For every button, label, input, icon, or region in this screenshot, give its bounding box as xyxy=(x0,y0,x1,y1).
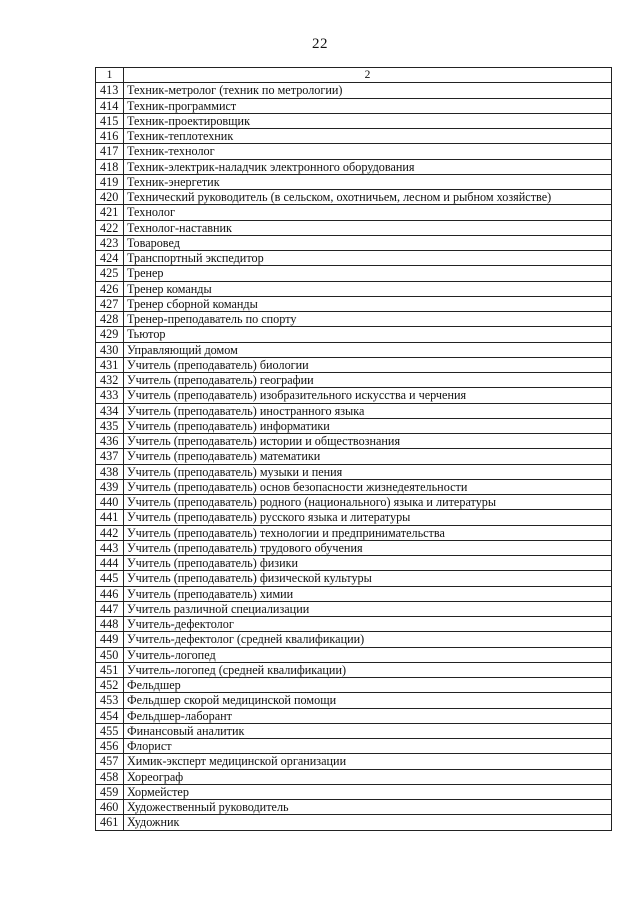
profession-name: Техник-энергетик xyxy=(124,174,612,189)
table-row xyxy=(96,388,612,403)
profession-name: Техник-теплотехник xyxy=(124,129,612,144)
row-number: 425 xyxy=(96,266,124,281)
profession-name: Финансовый аналитик xyxy=(124,723,612,738)
row-number: 423 xyxy=(96,235,124,250)
row-number: 449 xyxy=(96,632,124,647)
profession-name: Тренер команды xyxy=(124,281,612,296)
row-number: 428 xyxy=(96,312,124,327)
profession-name: Художественный руководитель xyxy=(124,800,612,815)
table-row xyxy=(96,617,612,632)
row-number: 440 xyxy=(96,495,124,510)
table-row xyxy=(96,464,612,479)
row-number: 418 xyxy=(96,159,124,174)
row-number: 431 xyxy=(96,357,124,372)
table-row xyxy=(96,205,612,220)
table-row xyxy=(96,586,612,601)
table-row xyxy=(96,662,612,677)
table-row xyxy=(96,327,612,342)
row-number: 433 xyxy=(96,388,124,403)
profession-name: Хореограф xyxy=(124,769,612,784)
profession-name: Учитель (преподаватель) информатики xyxy=(124,418,612,433)
profession-name: Тренер сборной команды xyxy=(124,296,612,311)
profession-name: Хормейстер xyxy=(124,784,612,799)
profession-name: Флорист xyxy=(124,739,612,754)
row-number: 460 xyxy=(96,800,124,815)
row-number: 451 xyxy=(96,662,124,677)
profession-name: Техник-технолог xyxy=(124,144,612,159)
profession-name: Техник-метролог (техник по метрологии) xyxy=(124,83,612,98)
profession-name: Учитель (преподаватель) физики xyxy=(124,556,612,571)
profession-name: Техник-электрик-наладчик электронного оборудования xyxy=(124,159,612,174)
table-row xyxy=(96,434,612,449)
table-row xyxy=(96,98,612,113)
header-col-1: 1 xyxy=(96,68,124,83)
table-row xyxy=(96,556,612,571)
profession-name: Учитель-дефектолог (средней квалификации) xyxy=(124,632,612,647)
profession-name: Художник xyxy=(124,815,612,830)
table-row xyxy=(96,739,612,754)
profession-name: Учитель (преподаватель) химии xyxy=(124,586,612,601)
row-number: 443 xyxy=(96,540,124,555)
row-number: 416 xyxy=(96,129,124,144)
row-number: 457 xyxy=(96,754,124,769)
table-row xyxy=(96,357,612,372)
profession-name: Учитель (преподаватель) изобразительного искусства и черчения xyxy=(124,388,612,403)
table-row xyxy=(96,693,612,708)
row-number: 438 xyxy=(96,464,124,479)
table-row xyxy=(96,296,612,311)
table-row xyxy=(96,113,612,128)
profession-name: Управляющий домом xyxy=(124,342,612,357)
row-number: 420 xyxy=(96,190,124,205)
table-row xyxy=(96,632,612,647)
row-number: 459 xyxy=(96,784,124,799)
table-row xyxy=(96,159,612,174)
row-number: 417 xyxy=(96,144,124,159)
profession-name: Учитель (преподаватель) трудового обучения xyxy=(124,540,612,555)
table-row xyxy=(96,601,612,616)
row-number: 414 xyxy=(96,98,124,113)
table-row xyxy=(96,418,612,433)
row-number: 458 xyxy=(96,769,124,784)
row-number: 444 xyxy=(96,556,124,571)
table-row xyxy=(96,312,612,327)
table-row xyxy=(96,647,612,662)
profession-name: Фельдшер xyxy=(124,678,612,693)
row-number: 413 xyxy=(96,83,124,98)
table-row xyxy=(96,373,612,388)
row-number: 455 xyxy=(96,723,124,738)
row-number: 448 xyxy=(96,617,124,632)
row-number: 447 xyxy=(96,601,124,616)
row-number: 422 xyxy=(96,220,124,235)
table-body xyxy=(96,68,612,831)
row-number: 450 xyxy=(96,647,124,662)
row-number: 452 xyxy=(96,678,124,693)
row-number: 435 xyxy=(96,418,124,433)
table-row xyxy=(96,220,612,235)
profession-name: Учитель (преподаватель) математики xyxy=(124,449,612,464)
table-row xyxy=(96,190,612,205)
row-number: 432 xyxy=(96,373,124,388)
row-number: 436 xyxy=(96,434,124,449)
table-row xyxy=(96,678,612,693)
table-row xyxy=(96,174,612,189)
table-row xyxy=(96,784,612,799)
table-row xyxy=(96,571,612,586)
row-number: 426 xyxy=(96,281,124,296)
table-row xyxy=(96,129,612,144)
profession-name: Технолог xyxy=(124,205,612,220)
profession-name: Учитель (преподаватель) истории и обществознания xyxy=(124,434,612,449)
header-col-2: 2 xyxy=(124,68,612,83)
row-number: 421 xyxy=(96,205,124,220)
row-number: 441 xyxy=(96,510,124,525)
profession-name: Учитель (преподаватель) биологии xyxy=(124,357,612,372)
profession-name: Техник-программист xyxy=(124,98,612,113)
table-row xyxy=(96,281,612,296)
table-row xyxy=(96,251,612,266)
row-number: 429 xyxy=(96,327,124,342)
profession-name: Учитель (преподаватель) иностранного языка xyxy=(124,403,612,418)
row-number: 456 xyxy=(96,739,124,754)
row-number: 439 xyxy=(96,479,124,494)
table-row xyxy=(96,769,612,784)
row-number: 445 xyxy=(96,571,124,586)
profession-name: Фельдшер скорой медицинской помощи xyxy=(124,693,612,708)
profession-name: Учитель-логопед xyxy=(124,647,612,662)
row-number: 424 xyxy=(96,251,124,266)
row-number: 442 xyxy=(96,525,124,540)
row-number: 434 xyxy=(96,403,124,418)
profession-name: Транспортный экспедитор xyxy=(124,251,612,266)
row-number: 419 xyxy=(96,174,124,189)
profession-name: Тьютор xyxy=(124,327,612,342)
page-number: 22 xyxy=(312,36,328,52)
row-number: 430 xyxy=(96,342,124,357)
row-number: 446 xyxy=(96,586,124,601)
profession-name: Учитель различной специализации xyxy=(124,601,612,616)
profession-name: Учитель-логопед (средней квалификации) xyxy=(124,662,612,677)
profession-name: Учитель (преподаватель) родного (национального) языка и литературы xyxy=(124,495,612,510)
profession-name: Фельдшер-лаборант xyxy=(124,708,612,723)
profession-table xyxy=(95,67,612,831)
profession-name: Учитель (преподаватель) технологии и предпринимательства xyxy=(124,525,612,540)
profession-name: Технический руководитель (в сельском, охотничьем, лесном и рыбном хозяйстве) xyxy=(124,190,612,205)
table-row xyxy=(96,723,612,738)
table-row xyxy=(96,235,612,250)
table-row xyxy=(96,708,612,723)
table-row xyxy=(96,540,612,555)
profession-name: Тренер-преподаватель по спорту xyxy=(124,312,612,327)
profession-name: Учитель (преподаватель) русского языка и литературы xyxy=(124,510,612,525)
table-row xyxy=(96,479,612,494)
table-row xyxy=(96,449,612,464)
row-number: 437 xyxy=(96,449,124,464)
table-row xyxy=(96,144,612,159)
profession-name: Химик-эксперт медицинской организации xyxy=(124,754,612,769)
row-number: 427 xyxy=(96,296,124,311)
table-header-row xyxy=(96,68,612,83)
table-row xyxy=(96,342,612,357)
profession-name: Техник-проектировщик xyxy=(124,113,612,128)
profession-name: Учитель (преподаватель) географии xyxy=(124,373,612,388)
table-row xyxy=(96,83,612,98)
row-number: 453 xyxy=(96,693,124,708)
profession-name: Тренер xyxy=(124,266,612,281)
profession-name: Учитель (преподаватель) музыки и пения xyxy=(124,464,612,479)
profession-name: Товаровед xyxy=(124,235,612,250)
profession-name: Учитель (преподаватель) основ безопасности жизнедеятельности xyxy=(124,479,612,494)
row-number: 461 xyxy=(96,815,124,830)
row-number: 454 xyxy=(96,708,124,723)
table-row xyxy=(96,754,612,769)
table-row xyxy=(96,815,612,830)
row-number: 415 xyxy=(96,113,124,128)
table-row xyxy=(96,495,612,510)
profession-name: Учитель-дефектолог xyxy=(124,617,612,632)
table-row xyxy=(96,510,612,525)
table-row xyxy=(96,266,612,281)
table-row xyxy=(96,525,612,540)
profession-name: Технолог-наставник xyxy=(124,220,612,235)
table-row xyxy=(96,403,612,418)
table-row xyxy=(96,800,612,815)
profession-name: Учитель (преподаватель) физической культуры xyxy=(124,571,612,586)
